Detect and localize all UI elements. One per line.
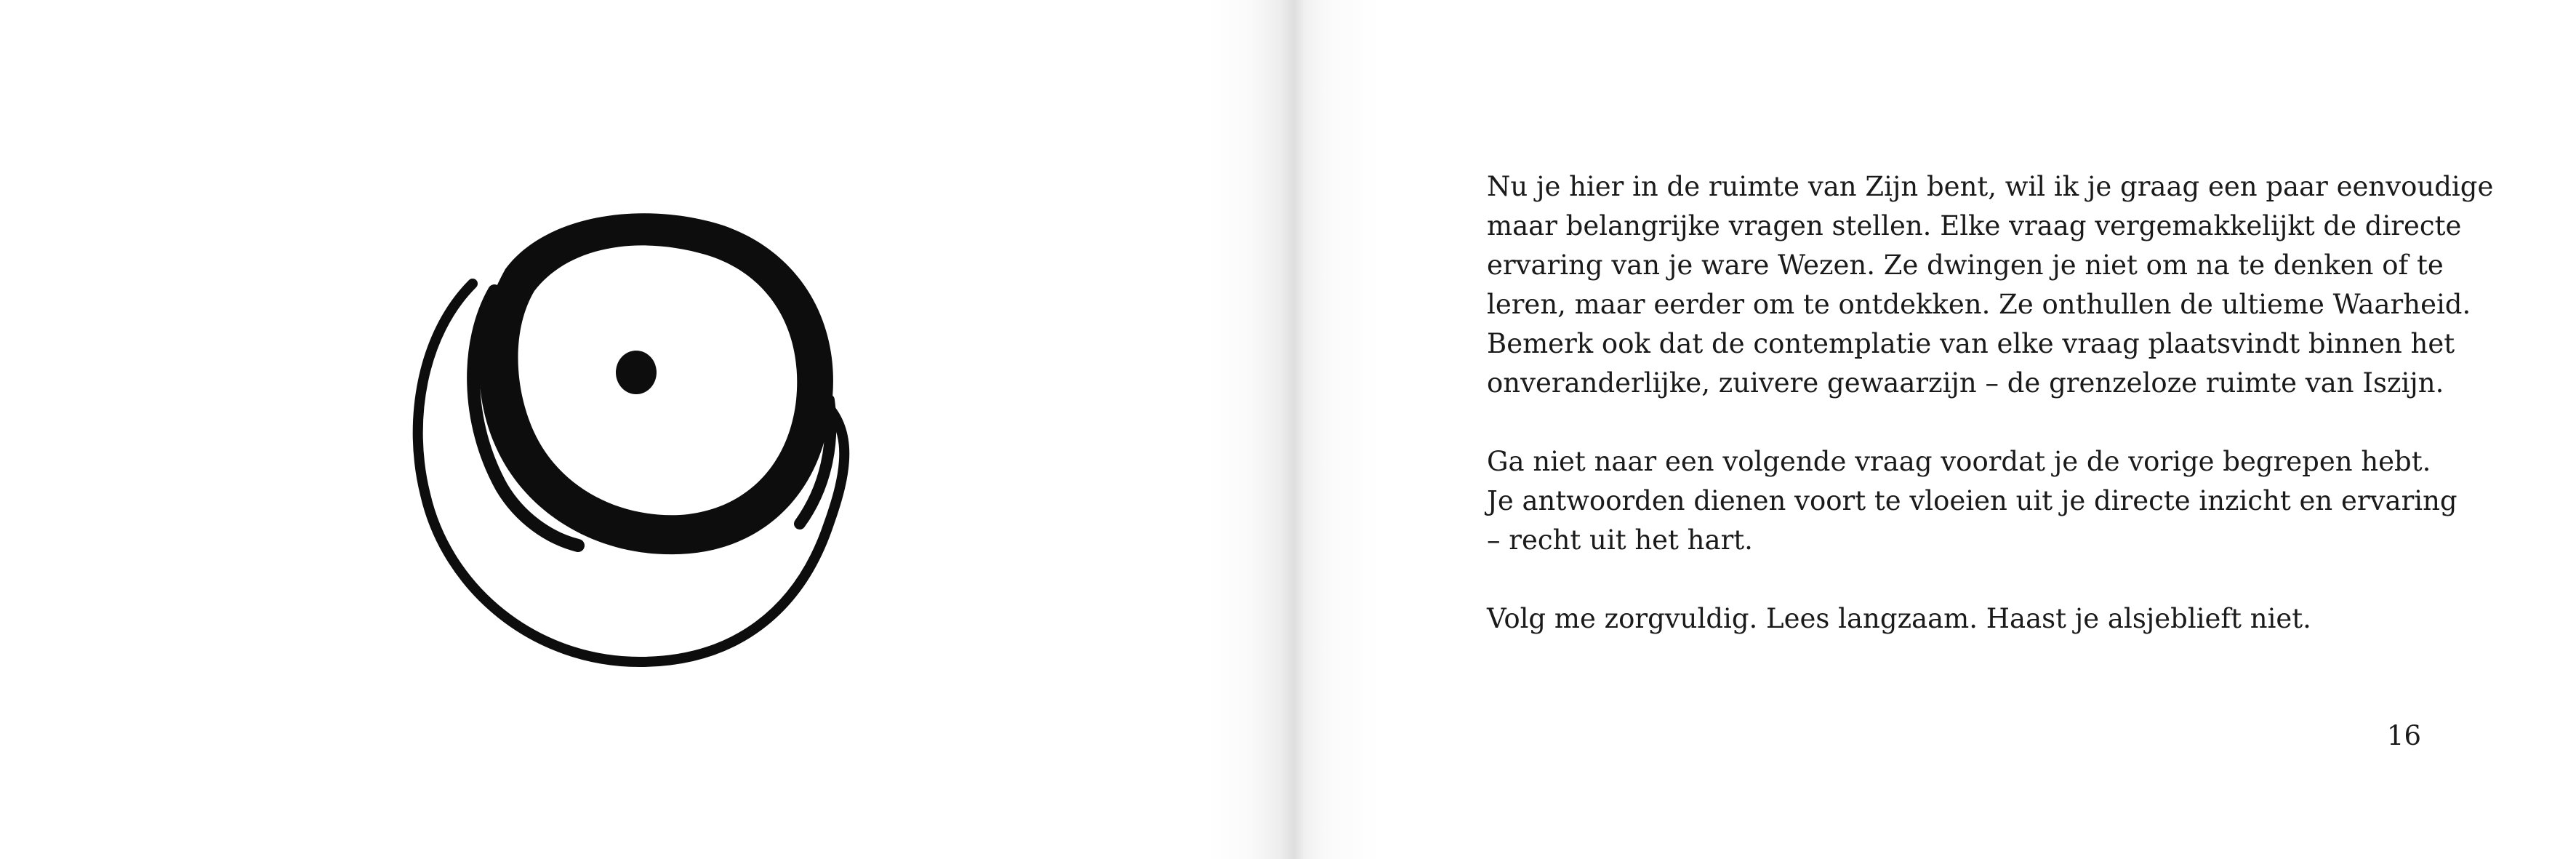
paragraph-2: [1487, 442, 2457, 560]
paragraph-1: [1487, 167, 2494, 403]
enso-inner-ring: [479, 213, 833, 554]
paragraph-3: [1487, 599, 2432, 639]
text-line: leren, maar eerder om te ontdekken. Ze onthullen de ultieme Waarheid.: [1487, 289, 2471, 320]
text-line: Ga niet naar een volgende vraag voordat je de vorige begrepen hebt.: [1487, 446, 2431, 477]
enso-center-dot: [616, 351, 657, 394]
text-line: maar belangrijke vragen stellen. Elke vraag vergemakkelijkt de directe: [1487, 210, 2462, 241]
text-line: – recht uit het hart.: [1487, 524, 1753, 556]
text-line: Nu je hier in de ruimte van Zijn bent, wil ik je graag een paar eenvoudige: [1487, 171, 2494, 202]
enso-ink-illustration: [393, 182, 902, 691]
page-number: 16: [2386, 720, 2421, 751]
body-text: [1487, 167, 2494, 678]
text-line: Je antwoorden dienen voort te vloeien uit je directe inzicht en ervaring: [1487, 485, 2457, 516]
text-line: ervaring van je ware Wezen. Ze dwingen je niet om na te denken of te: [1487, 249, 2444, 281]
text-line: onveranderlijke, zuivere gewaarzijn – de grenzeloze ruimte van Iszijn.: [1487, 367, 2444, 399]
text-line: Bemerk ook dat de contemplatie van elke vraag plaatsvindt binnen het: [1487, 328, 2455, 359]
text-line: Volg me zorgvuldig. Lees langzaam. Haast je alsjeblieft niet.: [1487, 603, 2311, 634]
